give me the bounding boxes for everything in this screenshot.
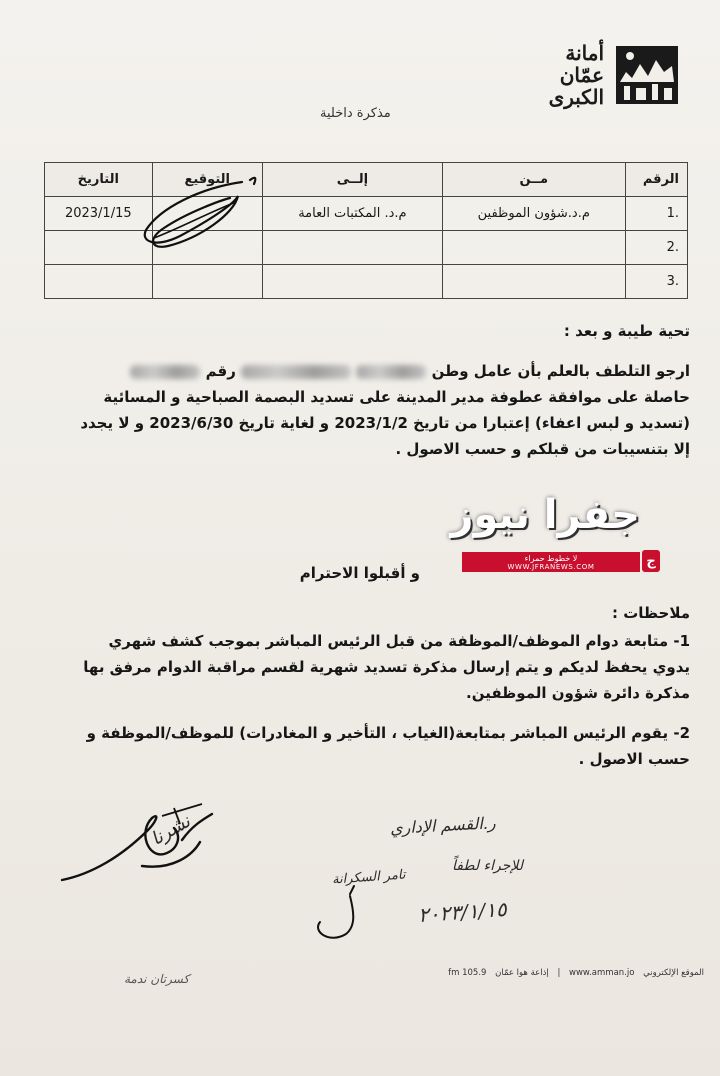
redacted-name-2 xyxy=(241,365,351,379)
table-header-row xyxy=(45,163,688,197)
row-from xyxy=(442,231,625,265)
row-date xyxy=(45,265,153,299)
org-name xyxy=(494,42,604,108)
handwritten-left-note: نشرنا xyxy=(147,811,194,850)
row-to xyxy=(262,265,442,299)
note-1-line-2: يدوي يحفظ لديكم و يتم إرسال مذكرة تسديد شهرية لقسم مراقبة الدوام مرفق بها xyxy=(83,658,690,676)
org-name-line1: أمانة xyxy=(565,41,604,65)
footer-website-label: الموقع الإلكتروني xyxy=(643,968,704,978)
body-line-1 xyxy=(30,358,690,384)
news-watermark xyxy=(450,492,656,582)
redacted-name xyxy=(356,365,426,379)
note-1-line-1: 1- متابعة دوام الموظف/الموظفة من قبل الرئيس المباشر بموجب كشف شهري xyxy=(108,632,690,650)
row-signature xyxy=(152,231,262,265)
row-date: 2023/1/15 xyxy=(45,197,153,231)
note-2 xyxy=(30,720,690,772)
row-date xyxy=(45,231,153,265)
memo-routing-table xyxy=(44,162,688,299)
notes-section xyxy=(30,600,690,772)
handwritten-note-signer: تامر السكرانة xyxy=(331,867,407,888)
row-number: .3 xyxy=(625,265,687,299)
org-logo xyxy=(502,42,682,114)
handwritten-note-section: ر.القسم الإداري xyxy=(389,813,497,838)
note-2-line-2: حسب الاصول . xyxy=(578,750,690,768)
body-line-2: حاصلة على موافقة عطوفة مدير المدينة على تسديد البصمة الصباحية و المسائية xyxy=(103,388,690,406)
memo-body xyxy=(30,358,690,462)
org-name-line3: الكبرى xyxy=(548,85,604,109)
redacted-number xyxy=(130,365,200,379)
memo-title: مذكرة داخلية xyxy=(320,106,391,121)
watermark-name: جفرا نيوز xyxy=(450,492,640,538)
watermark-tagline: لا خطوط حمراء xyxy=(524,553,578,563)
row-signature xyxy=(152,265,262,299)
org-name-line2: عمّان xyxy=(559,63,604,87)
watermark-badge-icon: ج xyxy=(642,550,660,572)
footer-radio-freq: 105.9 fm xyxy=(448,968,487,978)
handwritten-note-action: للإجراء لطفاً xyxy=(452,858,524,874)
watermark-strip xyxy=(462,552,640,572)
handwritten-date: ٢٠٢٣/١/١٥ xyxy=(417,896,508,928)
closing-text: و أقبلوا الاحترام xyxy=(299,564,420,582)
row-to xyxy=(262,231,442,265)
table-row xyxy=(45,231,688,265)
page-footer xyxy=(400,968,704,978)
amman-skyline-icon xyxy=(612,42,682,108)
column-header-number: الرقم xyxy=(625,163,687,197)
column-header-from: مــن xyxy=(442,163,625,197)
body-line-4: إلا بتنسيبات من قبلكم و حسب الاصول . xyxy=(395,440,690,458)
footer-radio-label: إذاعة هوا عمّان xyxy=(495,968,549,978)
row-from xyxy=(442,265,625,299)
left-signature-scribble xyxy=(52,796,232,896)
table-row xyxy=(45,197,688,231)
notes-heading: ملاحظات : xyxy=(611,604,690,622)
body-line-3: (تسديد و لبس اعفاء) إعتبارا من تاريخ 2023/1/2 و لغاية تاريخ 2023/6/30 و لا يجدد xyxy=(80,414,690,432)
note-2-line-1: 2- يقوم الرئيس المباشر بمتابعة(الغياب ، التأخير و المغادرات) للموظف/الموظفة و xyxy=(86,724,690,742)
row-signature xyxy=(152,197,262,231)
column-header-signature: التوقيع xyxy=(152,163,262,197)
footer-divider: | xyxy=(557,968,561,978)
table-row xyxy=(45,265,688,299)
footer-website: www.amman.jo xyxy=(569,968,635,978)
column-header-date: التاريخ xyxy=(45,163,153,197)
watermark-url: WWW.JFRANEWS.COM xyxy=(507,562,595,571)
greeting-text: تحية طيبة و بعد : xyxy=(563,322,690,340)
row-number: .1 xyxy=(625,197,687,231)
body-line-1-start: ارجو التلطف بالعلم بأن عامل وطن xyxy=(431,362,690,380)
row-number: .2 xyxy=(625,231,687,265)
note-1 xyxy=(30,628,690,706)
handwritten-bottom-note: كسرتان ندمة xyxy=(124,972,190,986)
column-header-to: إلــى xyxy=(262,163,442,197)
row-from: م.د.شؤون الموظفين xyxy=(442,197,625,231)
body-line-1-label: رقم xyxy=(205,362,236,380)
note-1-line-3: مذكرة دائرة شؤون الموظفين. xyxy=(466,684,690,702)
row-to: م.د. المكتبات العامة xyxy=(262,197,442,231)
